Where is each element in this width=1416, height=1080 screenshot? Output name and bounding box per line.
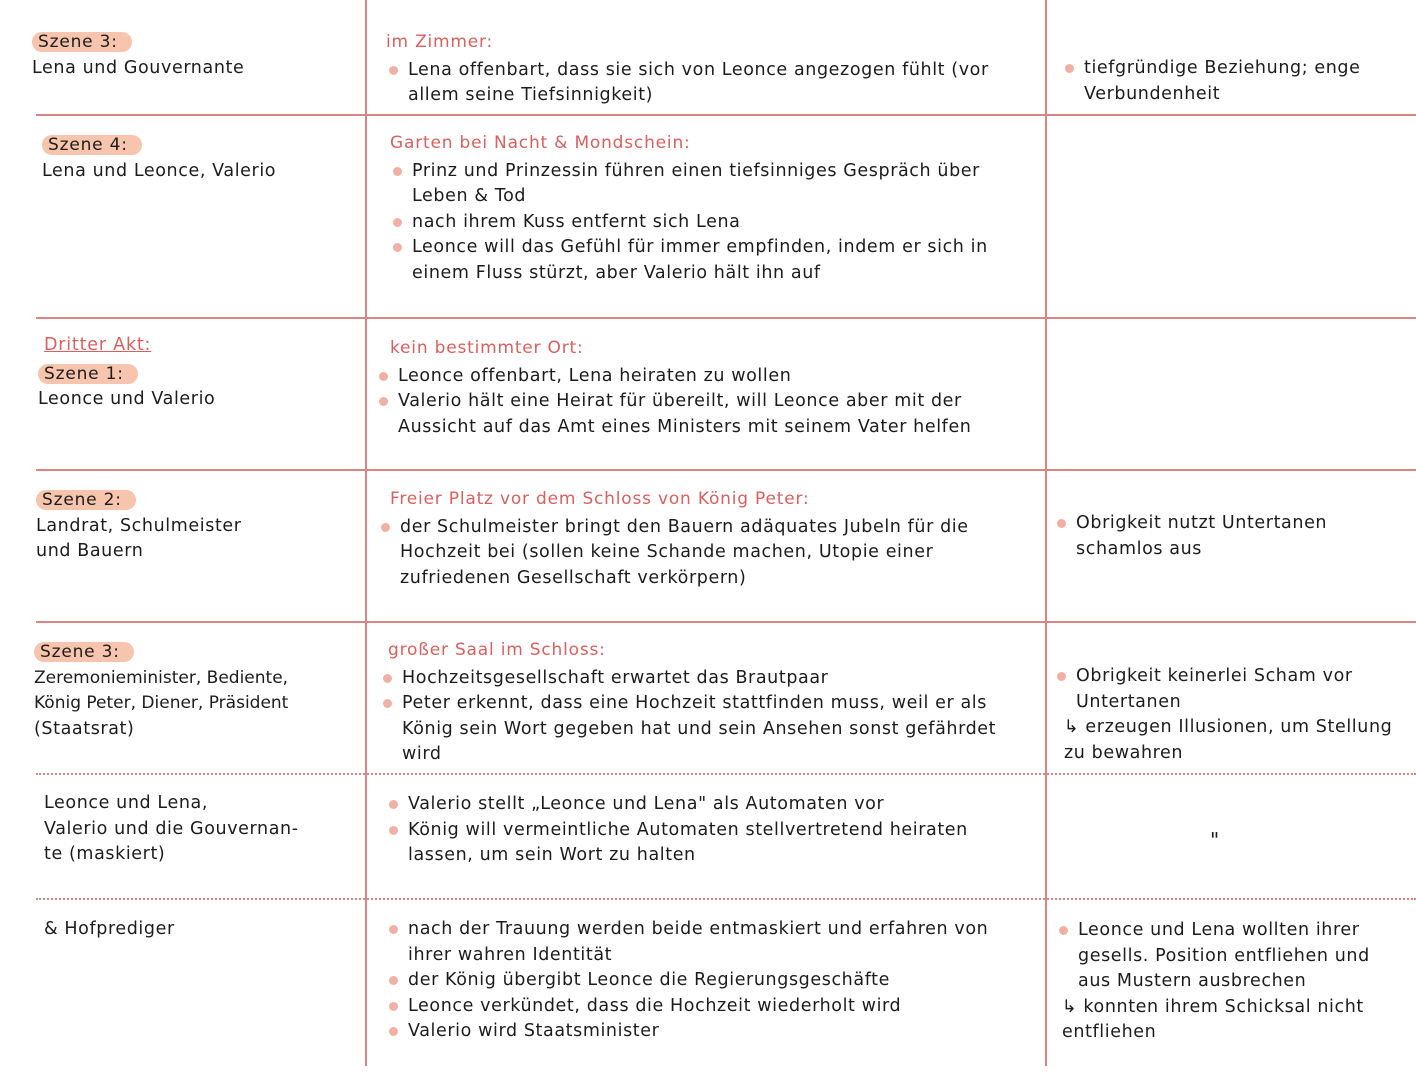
scene-label: Szene 2: (36, 490, 136, 510)
scene-label: Szene 3: (32, 32, 132, 52)
note-item: Obrigkeit nutzt Untertanen schamlos aus (1054, 511, 1404, 562)
content-cell (380, 638, 1030, 768)
location-heading: Freier Platz vor dem Schloss von König Peter: (390, 489, 810, 509)
row-divider-dotted (36, 898, 1416, 900)
bullet-item: Prinz und Prinzessin führen einen tiefsinniges Gespräch über Leben & Tod (390, 159, 1030, 210)
scene-cell (44, 917, 362, 943)
column-divider-1 (365, 0, 367, 1066)
scene-characters: Leonce und Valerio (38, 389, 216, 409)
row-divider-dotted (36, 773, 1416, 775)
bullet-item: Valerio wird Staatsminister (386, 1019, 1036, 1045)
bullet-item: der Schulmeister bringt den Bauern adäquates Jubeln für die Hochzeit bei (sollen keine Schande machen, Utopie einer zufriedenen Gesellschaft verkörpern) (378, 515, 1028, 592)
scene-characters: (Staatsrat) (34, 718, 135, 739)
scene-characters: Lena und Gouvernante (32, 57, 245, 78)
scene-characters: Valerio und die Gouvernan- (44, 818, 299, 839)
content-cell (376, 336, 1026, 440)
content-cell (386, 30, 1026, 109)
note-sub-item: ↳ konnten ihrem Schicksal nicht entfliehen (1062, 996, 1364, 1042)
content-cell (390, 131, 1030, 286)
notes-cell (1054, 664, 1394, 766)
scene-characters: König Peter, Diener, Präsident (34, 693, 289, 713)
location-heading: großer Saal im Schloss: (388, 640, 606, 660)
scene-characters: und Bauern (36, 541, 144, 561)
row-divider (36, 469, 1416, 471)
row-divider (36, 114, 1416, 116)
bullet-item: Leonce verkündet, dass die Hochzeit wiederholt wird (386, 994, 1036, 1020)
act-heading: Dritter Akt: (44, 335, 152, 355)
scene-label: Szene 1: (38, 364, 138, 384)
bullet-item: König will vermeintliche Automaten stellvertretend heiraten lassen, um sein Wort zu halten (386, 818, 1026, 869)
note-item: Leonce und Lena wollten ihrer gesells. Position entfliehen und aus Mustern ausbrechen (1056, 918, 1402, 995)
bullet-item: Valerio stellt „Leonce und Lena" als Automaten vor (386, 792, 1026, 818)
scene-cell (44, 791, 362, 868)
notes-cell (1054, 511, 1404, 562)
scene-cell (34, 640, 364, 742)
scene-characters: Lena und Leonce, Valerio (42, 160, 277, 181)
note-item: Obrigkeit keinerlei Scham vor Untertanen (1054, 664, 1394, 715)
bullet-item: der König übergibt Leonce die Regierungsgeschäfte (386, 968, 1036, 994)
location-heading: Garten bei Nacht & Mondschein: (390, 133, 691, 153)
bullet-item: nach ihrem Kuss entfernt sich Lena (390, 210, 1030, 236)
content-cell (386, 917, 1036, 1045)
scene-cell (42, 133, 352, 184)
scene-characters: Leonce und Lena, (44, 793, 208, 813)
scene-characters: & Hofprediger (44, 919, 175, 939)
scene-label: Szene 3: (34, 642, 134, 662)
scene-cell (38, 333, 358, 413)
notes-cell (1056, 918, 1402, 1046)
scene-characters: Zeremonieminister, Bediente, (34, 667, 289, 688)
scene-characters: Landrat, Schulmeister (36, 515, 242, 536)
bullet-item: Hochzeitsgesellschaft erwartet das Brautpaar (380, 666, 1030, 692)
note-item: tiefgründige Beziehung; enge Verbundenheit (1062, 56, 1392, 107)
content-cell (378, 487, 1028, 591)
scene-cell (32, 30, 352, 81)
row-divider (36, 317, 1416, 319)
row-divider (36, 621, 1416, 623)
location-heading: kein bestimmter Ort: (390, 338, 584, 358)
bullet-item: nach der Trauung werden beide entmaskiert und erfahren von ihrer wahren Identität (386, 917, 1036, 968)
content-cell (386, 792, 1026, 869)
note-sub-item: ↳ erzeugen Illusionen, um Stellung zu bewahren (1064, 717, 1393, 763)
bullet-item: Peter erkennt, dass eine Hochzeit stattfinden muss, weil er als König sein Wort gegeben hat und sein Ansehen sonst gefährdet wird (380, 691, 1030, 768)
bullet-item: Leonce will das Gefühl für immer empfinden, indem er sich in einem Fluss stürzt, aber Valerio hält ihn auf (390, 235, 1030, 286)
location-heading: im Zimmer: (386, 32, 494, 52)
scene-cell (36, 488, 356, 565)
ditto-mark: " (1210, 828, 1220, 852)
scene-characters: te (maskiert) (44, 844, 166, 864)
column-divider-2 (1045, 0, 1047, 1066)
notes-cell (1062, 56, 1392, 107)
scene-label: Szene 4: (42, 135, 142, 155)
bullet-item: Valerio hält eine Heirat für übereilt, will Leonce aber mit der Aussicht auf das Amt eines Ministers mit seinem Vater helfen (376, 389, 1026, 440)
bullet-item: Lena offenbart, dass sie sich von Leonce angezogen fühlt (vor allem seine Tiefsinnigkeit) (386, 58, 1026, 109)
bullet-item: Leonce offenbart, Lena heiraten zu wollen (376, 364, 1026, 390)
